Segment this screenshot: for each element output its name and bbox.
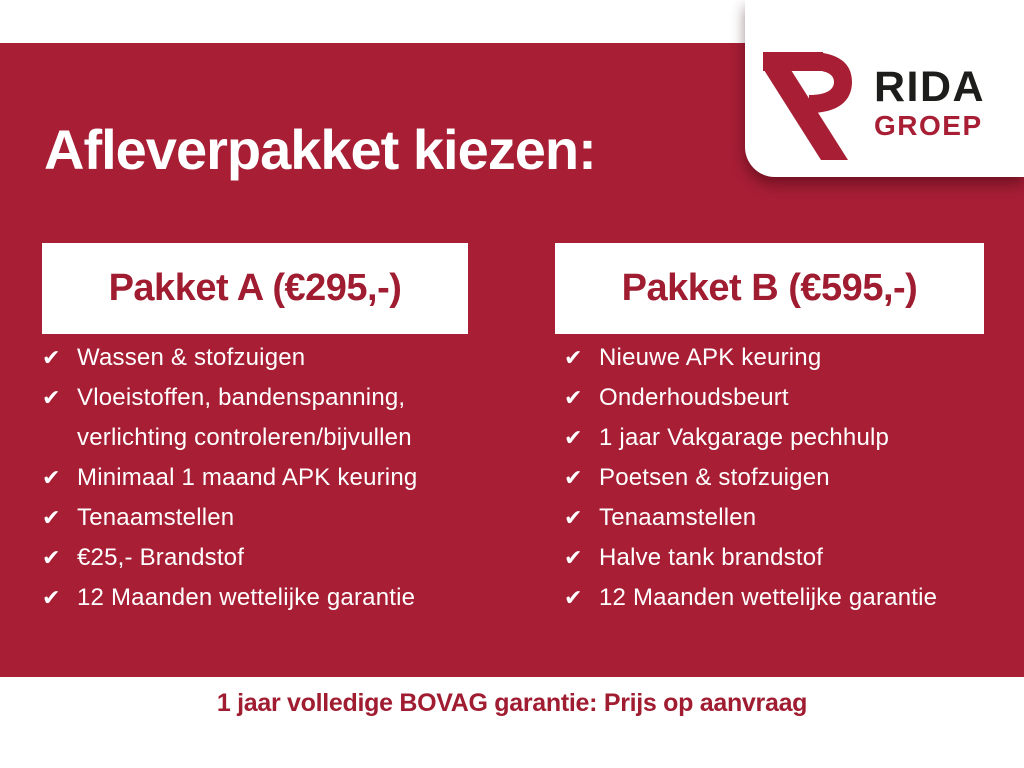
check-icon: ✔: [564, 345, 583, 370]
check-icon: ✔: [42, 345, 61, 370]
check-icon: ✔: [564, 585, 583, 610]
check-icon: ✔: [42, 585, 61, 610]
package-b-feature-list: [564, 338, 1019, 618]
list-item: [42, 378, 517, 458]
check-icon: ✔: [42, 465, 61, 490]
list-item: [42, 578, 517, 618]
package-a-feature-list: [42, 338, 517, 618]
check-icon: ✔: [564, 425, 583, 450]
brand-subname: GROEP: [874, 110, 983, 141]
list-item: [564, 338, 1019, 378]
feature-text: Vloeistoffen, bandenspanning,: [77, 384, 406, 411]
feature-text: Onderhoudsbeurt: [599, 384, 789, 411]
feature-text: 12 Maanden wettelijke garantie: [599, 584, 938, 611]
list-item: [564, 538, 1019, 578]
feature-text: €25,- Brandstof: [77, 544, 245, 571]
rida-r-icon: [759, 50, 853, 162]
package-a-header: Pakket A (€295,-): [42, 243, 468, 334]
list-item: [564, 578, 1019, 618]
feature-text: Minimaal 1 maand APK keuring: [77, 464, 418, 491]
feature-text: 1 jaar Vakgarage pechhulp: [599, 424, 890, 451]
feature-text: Halve tank brandstof: [599, 544, 824, 571]
package-b-header: Pakket B (€595,-): [555, 243, 984, 334]
check-icon: ✔: [564, 545, 583, 570]
list-item: [42, 458, 517, 498]
list-item: [42, 338, 517, 378]
check-icon: ✔: [564, 505, 583, 530]
list-item: [564, 498, 1019, 538]
list-item: [42, 498, 517, 538]
feature-text: 12 Maanden wettelijke garantie: [77, 584, 416, 611]
brand-wordmark: [874, 63, 986, 141]
feature-text: Poetsen & stofzuigen: [599, 464, 830, 491]
list-item: [42, 538, 517, 578]
footer-guarantee-text: 1 jaar volledige BOVAG garantie: Prijs op aanvraag: [216, 689, 808, 717]
check-icon: ✔: [42, 385, 61, 410]
feature-text: Tenaamstellen: [77, 504, 235, 531]
feature-text: Nieuwe APK keuring: [599, 344, 822, 371]
list-item: [564, 418, 1019, 458]
feature-text: verlichting controleren/bijvullen: [77, 424, 412, 451]
check-icon: ✔: [42, 505, 61, 530]
brand-name: RIDA: [874, 63, 986, 111]
feature-text: Tenaamstellen: [599, 504, 757, 531]
check-icon: ✔: [564, 465, 583, 490]
bottom-white-bar: [0, 677, 1024, 768]
check-icon: ✔: [564, 385, 583, 410]
rida-groep-logo: [745, 0, 1024, 177]
feature-text: Wassen & stofzuigen: [77, 344, 306, 371]
page-title: Afleverpakket kiezen:: [44, 117, 596, 181]
check-icon: ✔: [42, 545, 61, 570]
list-item: [564, 378, 1019, 418]
list-item: [564, 458, 1019, 498]
